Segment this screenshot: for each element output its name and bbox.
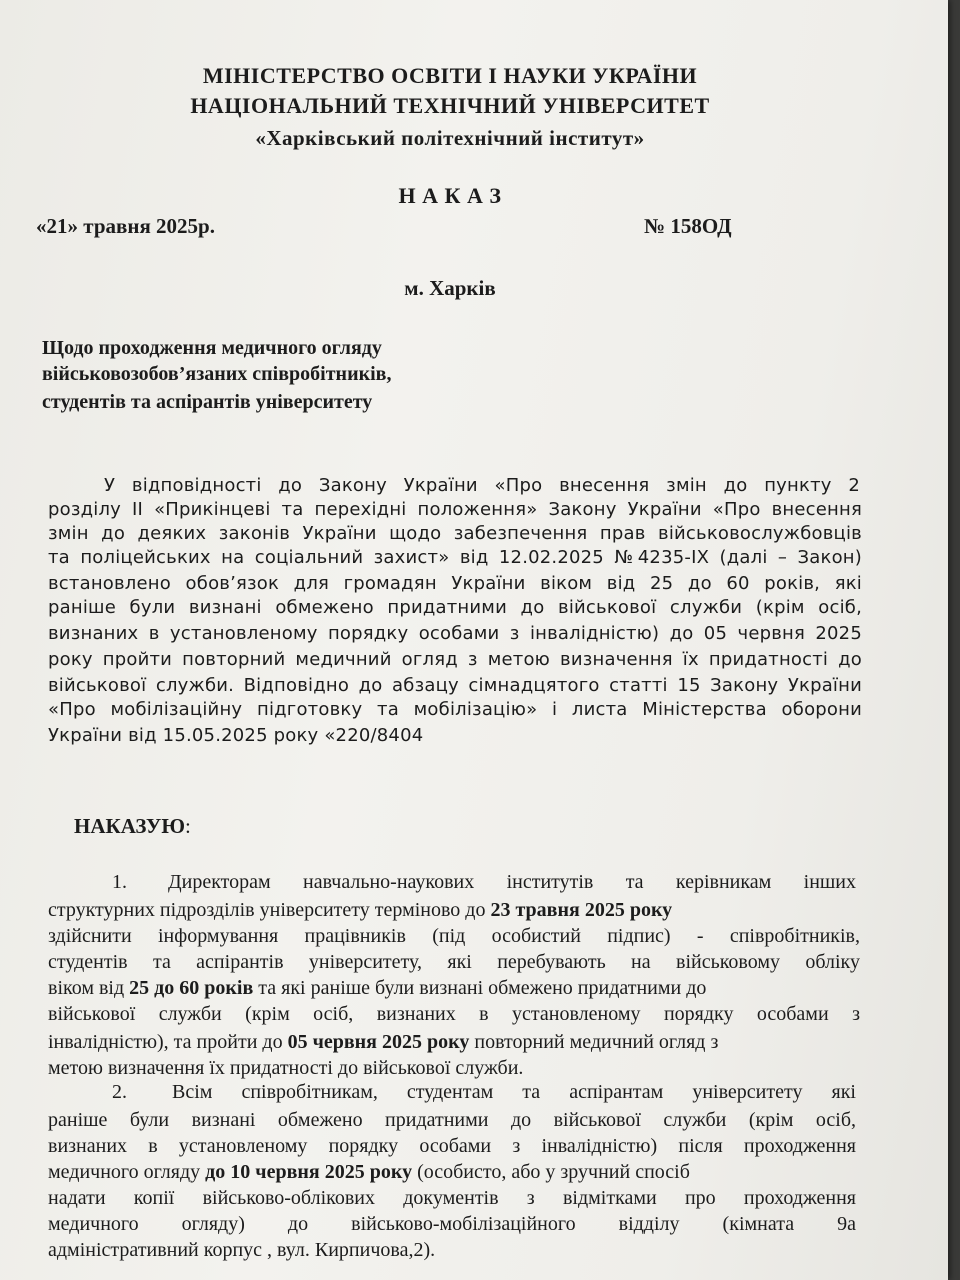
subject-line-1: Щодо проходження медичного огляду [42, 337, 382, 359]
item-2-line: визнаних в установленому порядку особами з інвалідністю) після проходження [48, 1135, 856, 1157]
item-1-line: військової служби (крім осіб, визнаних в установленому порядку особами з [48, 1003, 860, 1025]
item-1-line [48, 976, 860, 1000]
subject-line-2: військовозобов’язаних співробітників, [42, 363, 392, 385]
item-1-exam-deadline: 05 червня 2025 року [287, 1031, 470, 1053]
item-1-line: здійснити інформування працівників (під особистий підпис) - співробітників, [48, 925, 860, 947]
order-number: № 158ОД [644, 214, 732, 238]
preamble-line: визнаних в установленому порядку особами з інвалідністю) до 05 червня 2025 [48, 623, 862, 644]
item-1-text: віком від [48, 977, 130, 999]
preamble-line: змін до деяких законів України щодо забезпечення прав військовослужбовців [48, 523, 862, 544]
preamble-line: У відповідності до Закону України «Про внесення змін до пункту 2 [104, 475, 860, 496]
item-2-text: (особисто, або у зручний спосіб [412, 1161, 690, 1183]
order-word-colon: : [185, 814, 191, 838]
item-2-number: 2. [112, 1081, 127, 1103]
item-1-line: студентів та аспірантів університету, які перебувають на військовому обліку [48, 951, 860, 973]
item-1-text: повторний медичний огляд з [469, 1031, 719, 1053]
item-1-deadline: 23 травня 2025 року [490, 899, 673, 921]
preamble-line: встановлено обов’язок для громадян України віком від 25 до 60 років, які [48, 573, 862, 594]
item-1-text: структурних підрозділів університету терміново до [48, 899, 491, 921]
subject-line-3: студентів та аспірантів університету [42, 391, 373, 413]
item-2-text: медичного огляду [48, 1161, 206, 1183]
item-1-number: 1. [112, 871, 127, 893]
order-word-block [74, 814, 191, 838]
order-date: «21» травня 2025р. [36, 214, 215, 238]
item-2-line: Всім співробітникам, студентам та аспірантам університету які [172, 1081, 856, 1103]
item-2-line: надати копії військово-облікових документів з відмітками про проходження [48, 1187, 856, 1209]
order-word: НАКАЗУЮ [74, 814, 185, 838]
preamble-line: раніше були визнані обмежено придатними до військової служби (крім осіб, [48, 597, 862, 618]
preamble-line: та поліцейських на соціальний захист» від 12.02.2025 №4235-ІХ (далі – Закон) [48, 547, 862, 568]
order-city: м. Харків [404, 276, 496, 300]
preamble-line: військової служби. Відповідно до абзацу сімнадцятого статті 15 Закону України [48, 675, 862, 696]
item-1-line [48, 1030, 860, 1054]
preamble-line: «Про мобілізаційну підготовку та мобілізацію» і листа Міністерства оборони [48, 699, 862, 720]
item-2-line: адміністративний корпус , вул. Кирпичова,2). [48, 1239, 436, 1261]
item-1-text: та які раніше були визнані обмежено придатними до [253, 977, 707, 999]
item-1-line [48, 898, 860, 922]
order-title: Н А К А З [398, 183, 502, 208]
ministry-heading: МІНІСТЕРСТВО ОСВІТИ І НАУКИ УКРАЇНИ [202, 63, 698, 88]
item-1-age-range: 25 до 60 років [129, 977, 254, 999]
preamble-line: року пройти повторний медичний огляд з метою визначення їх придатності до [48, 649, 862, 670]
item-1-line: метою визначення їх придатності до військової служби. [48, 1057, 524, 1079]
item-1-line: Директорам навчально-наукових інститутів та керівникам інших [168, 871, 856, 893]
item-2-line: медичного огляду) до військово-мобілізаційного відділу (кімната 9а [48, 1213, 856, 1235]
item-2-line: раніше були визнані обмежено придатними до військової служби (крім осіб, [48, 1109, 856, 1131]
preamble-line: України від 15.05.2025 року «220/8404 [48, 725, 424, 746]
preamble-line: розділу ІІ «Прикінцеві та перехідні положення» Закону України «Про внесення [48, 499, 862, 520]
item-1-text: інвалідністю), та пройти до [48, 1031, 288, 1053]
institute-heading: «Харківський політехнічний інститут» [255, 126, 645, 150]
university-heading: НАЦІОНАЛЬНИЙ ТЕХНІЧНИЙ УНІВЕРСИТЕТ [190, 93, 710, 118]
item-2-line [48, 1160, 856, 1184]
item-2-deadline: до 10 червня 2025 року [205, 1161, 413, 1183]
